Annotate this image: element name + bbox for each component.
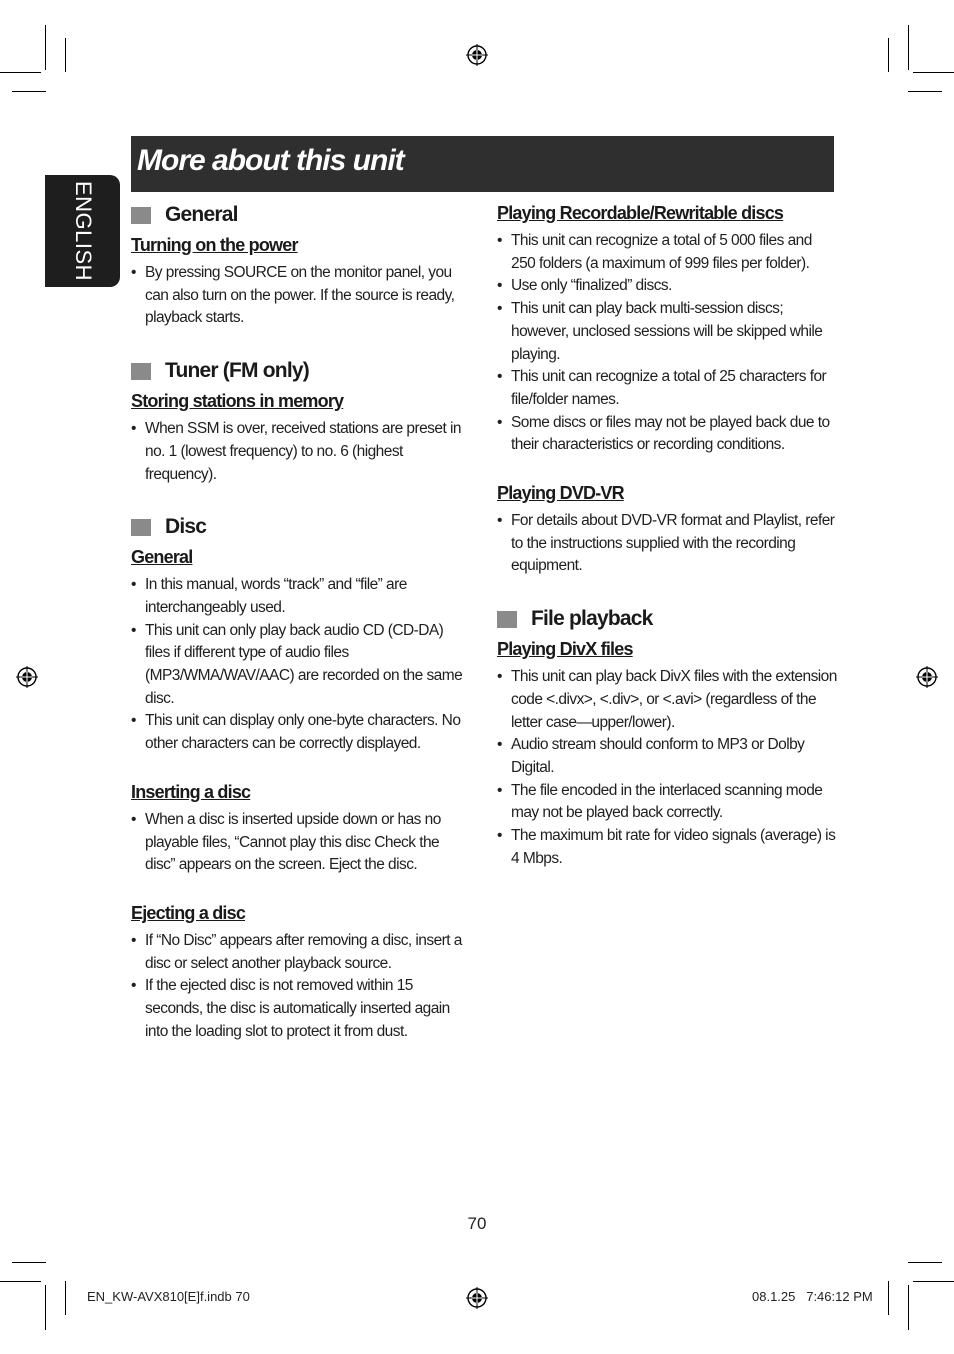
- list-item: • For details about DVD-VR format and Playlist, refer to the instructions supplied with the recording equipment.: [497, 510, 837, 578]
- crop-mark: [888, 1281, 889, 1315]
- crop-mark: [45, 25, 46, 70]
- list-item: • Use only “finalized” discs.: [497, 275, 837, 298]
- crop-mark: [908, 25, 909, 70]
- page-number: 70: [467, 1214, 487, 1233]
- bullet-list: [131, 574, 471, 756]
- section-marker-icon: [497, 611, 517, 628]
- section-marker-icon: [131, 519, 151, 536]
- list-item: • In this manual, words “track” and “file” are interchangeably used.: [131, 574, 471, 619]
- list-item: • If the ejected disc is not removed within 15 seconds, the disc is automatically inserted again into the loading slot to protect it from dust.: [131, 975, 471, 1043]
- subsection-title: Ejecting a disc: [131, 902, 246, 923]
- list-item: • This unit can recognize a total of 25 characters for file/folder names.: [497, 366, 837, 411]
- crop-mark: [65, 38, 66, 72]
- subsection-title: General: [131, 547, 193, 568]
- bullet-list: [497, 666, 837, 870]
- crop-mark: [908, 91, 942, 92]
- subsection-title: Inserting a disc: [131, 781, 251, 802]
- list-item: • This unit can play back multi-session discs; however, unclosed sessions will be skipped while playing.: [497, 298, 837, 366]
- list-item: • When a disc is inserted upside down or has no playable files, “Cannot play this disc Check the disc” appears on the screen. Eject the disc.: [131, 809, 471, 877]
- title-banner: [131, 136, 834, 192]
- list-item: • This unit can recognize a total of 5 000 files and 250 folders (a maximum of 999 files per folder).: [497, 230, 837, 275]
- section-title: Tuner (FM only): [165, 359, 309, 383]
- section-disc: [131, 512, 471, 542]
- crop-mark: [913, 1281, 954, 1282]
- footer-timestamp: 08.1.25 7:46:12 PM: [752, 1289, 873, 1304]
- list-item: • This unit can play back DivX files with the extension code <.divx>, <.div>, or <.avi> (regardless of the letter case—upper/lower).: [497, 666, 837, 734]
- list-item: • This unit can only play back audio CD (CD-DA) files if different type of audio files (MP3/WMA/WAV/AAC) are recorded on the same disc.: [131, 620, 471, 711]
- subsection-title: Turning on the power: [131, 235, 298, 255]
- bullet-list: [497, 510, 837, 578]
- page-title: More about this unit: [137, 144, 404, 177]
- section-marker-icon: [131, 207, 151, 224]
- section-general: [131, 200, 471, 230]
- registration-crosshair-icon: [466, 44, 488, 66]
- section-title: General: [165, 203, 238, 226]
- list-item: • Some discs or files may not be played back due to their characteristics or recording conditions.: [497, 412, 837, 457]
- list-item: • If “No Disc” appears after removing a disc, insert a disc or select another playback source.: [131, 930, 471, 975]
- subsection-title: Storing stations in memory: [131, 391, 344, 412]
- list-item: • Audio stream should conform to MP3 or Dolby Digital.: [497, 734, 837, 779]
- section-title: Disc: [165, 515, 207, 539]
- list-item: • The file encoded in the interlaced scanning mode may not be played back correctly.: [497, 780, 837, 825]
- bullet-list: [131, 418, 471, 486]
- list-item: • When SSM is over, received stations are preset in no. 1 (lowest frequency) to no. 6 (highest frequency).: [131, 418, 471, 486]
- bullet-list: [131, 262, 471, 330]
- language-tab-label: ENGLISH: [71, 180, 96, 282]
- registration-crosshair-icon: [466, 1287, 488, 1309]
- crop-mark: [0, 1281, 41, 1282]
- list-item: • The maximum bit rate for video signals (average) is 4 Mbps.: [497, 825, 837, 870]
- crop-mark: [45, 1285, 46, 1330]
- footer-file-name: EN_KW-AVX810[E]f.indb 70: [87, 1289, 250, 1304]
- registration-crosshair-icon: [16, 666, 38, 688]
- crop-mark: [65, 1281, 66, 1315]
- crop-mark: [908, 1262, 942, 1263]
- bullet-list: [131, 930, 471, 1044]
- subsection-title: Playing DVD-VR: [497, 483, 624, 504]
- list-item: • This unit can display only one-byte characters. No other characters can be correctly displayed.: [131, 710, 471, 755]
- crop-mark: [908, 1285, 909, 1330]
- crop-mark: [913, 72, 954, 73]
- list-item: • By pressing SOURCE on the monitor panel, you can also turn on the power. If the source is ready, playback starts.: [131, 262, 471, 330]
- right-column: [497, 200, 837, 870]
- section-tuner: [131, 356, 471, 386]
- language-tab: [45, 175, 120, 287]
- section-title: File playback: [531, 607, 653, 631]
- section-file-playback: [497, 604, 837, 634]
- crop-mark: [0, 72, 41, 73]
- registration-crosshair-icon: [916, 666, 938, 688]
- left-column: [131, 200, 471, 1043]
- crop-mark: [12, 1262, 46, 1263]
- subsection-title: Playing DivX files: [497, 639, 633, 660]
- bullet-list: [497, 230, 837, 457]
- bullet-list: [131, 809, 471, 877]
- crop-mark: [12, 91, 46, 92]
- crop-mark: [888, 38, 889, 72]
- section-marker-icon: [131, 363, 151, 380]
- subsection-title: Playing Recordable/Rewritable discs: [497, 203, 784, 223]
